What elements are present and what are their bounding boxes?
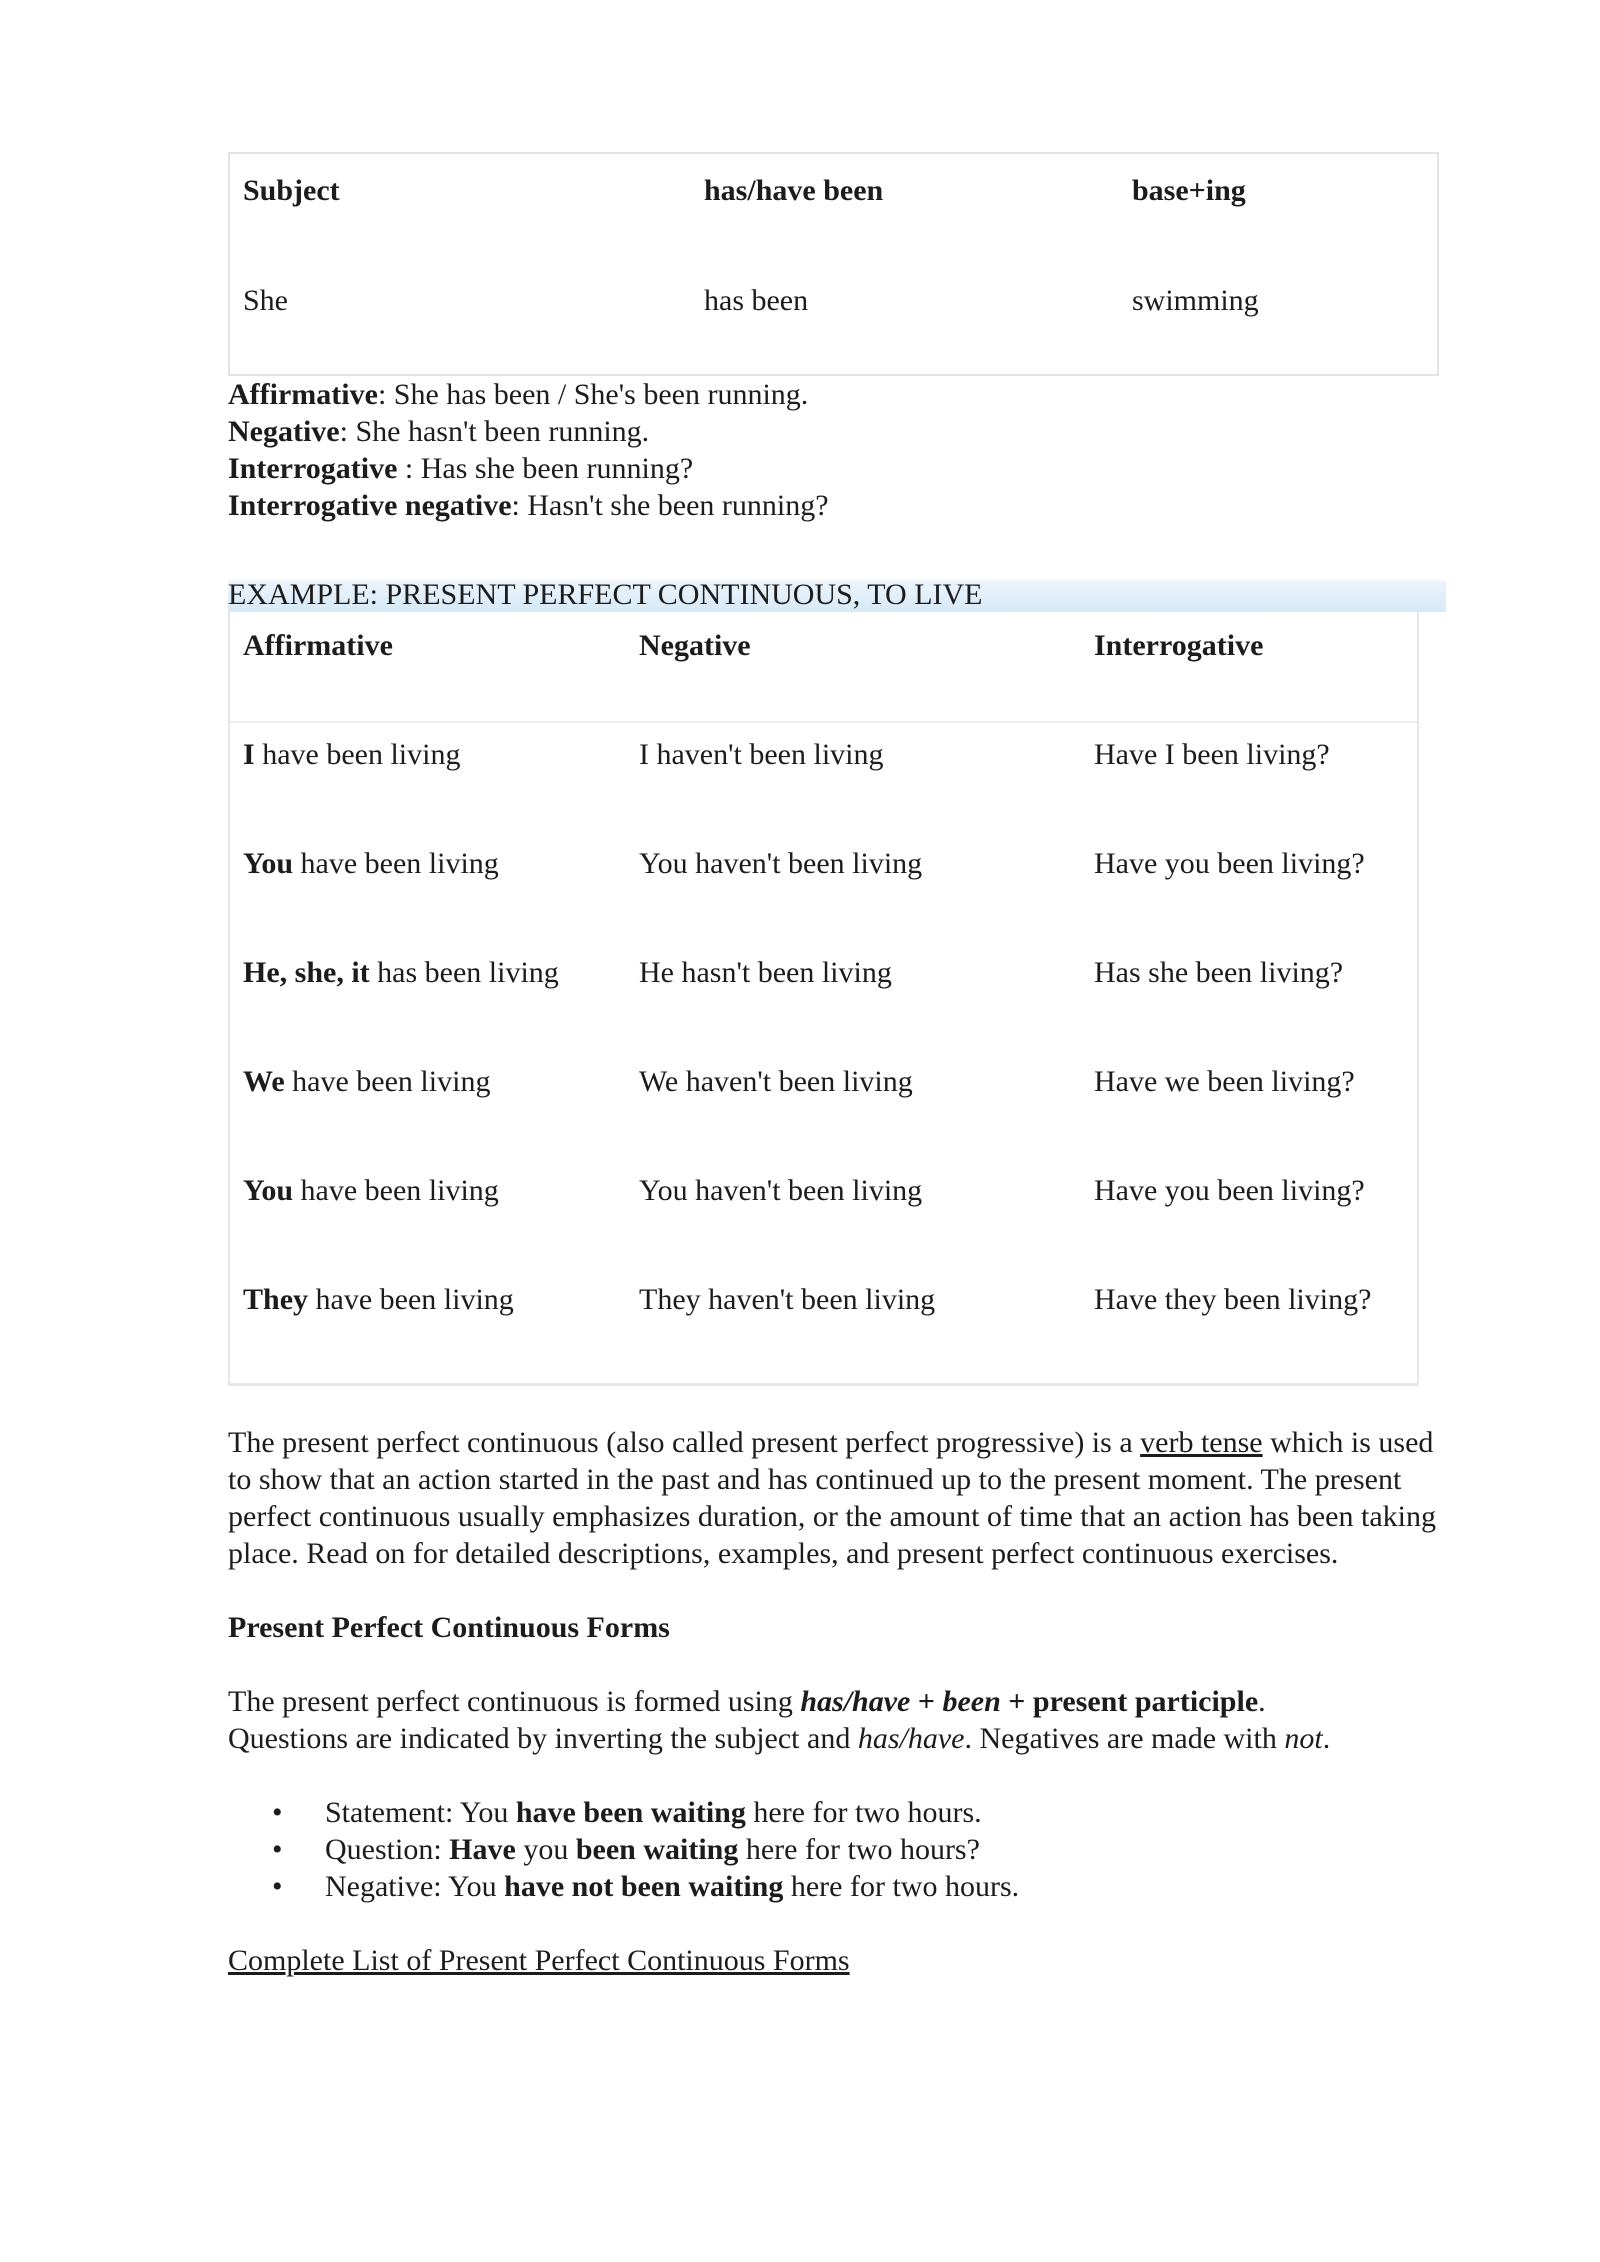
list-item xyxy=(228,1794,1443,1831)
header-interrogative: Interrogative xyxy=(1094,629,1264,662)
affirmative-cell xyxy=(243,1281,514,1318)
affirmative-cell xyxy=(243,1172,499,1209)
conjugation-table xyxy=(228,612,1419,1386)
negative-cell: You haven't been living xyxy=(639,1174,923,1207)
table-row xyxy=(230,1266,1417,1375)
subject: They xyxy=(243,1283,309,1316)
formation-text: . xyxy=(1322,1722,1331,1755)
subject: We xyxy=(243,1065,285,1098)
form-separator: : xyxy=(397,452,421,485)
formation-text: The present perfect continuous is formed using xyxy=(228,1685,801,1718)
intro-paragraph xyxy=(228,1424,1443,1572)
header-negative: Negative xyxy=(639,629,751,662)
form-label: Interrogative xyxy=(228,452,398,485)
table-header-subject: Subject xyxy=(243,174,340,207)
affirmative-verb: have been living xyxy=(254,738,461,771)
bullet-icon: • xyxy=(272,1870,283,1903)
interrogative-cell: Have you been living? xyxy=(1094,1174,1365,1207)
subject: You xyxy=(243,1174,294,1207)
formation-italic: has/have xyxy=(857,1722,965,1755)
bullet-text: here for two hours. xyxy=(783,1870,1020,1903)
document-page xyxy=(228,152,1443,1979)
formula-been: been xyxy=(942,1685,1001,1718)
header-affirmative: Affirmative xyxy=(243,629,393,662)
list-item xyxy=(228,1831,1443,1868)
subject: I xyxy=(243,738,255,771)
form-text: Hasn't she been running? xyxy=(527,489,829,522)
list-item xyxy=(228,1868,1443,1905)
affirmative-verb: have been living xyxy=(293,847,499,880)
table-row xyxy=(230,1048,1417,1157)
form-text: Has she been running? xyxy=(420,452,694,485)
negative-cell: You haven't been living xyxy=(639,847,923,880)
bullet-text: here for two hours. xyxy=(745,1796,982,1829)
affirmative-cell xyxy=(243,845,499,882)
table-row xyxy=(230,721,1417,830)
bullet-bold: been waiting xyxy=(575,1833,739,1866)
formula-has-have: has/have xyxy=(800,1685,911,1718)
form-text: She hasn't been running. xyxy=(355,415,650,448)
bullet-text: you xyxy=(515,1833,576,1866)
bullet-text: Statement: You xyxy=(325,1796,516,1829)
table-cell-auxiliary: has been xyxy=(704,284,809,317)
bullet-text: here for two hours? xyxy=(738,1833,980,1866)
examples-list xyxy=(228,1794,1443,1905)
table-header-row xyxy=(230,612,1417,723)
subject: He, she, it xyxy=(243,956,370,989)
form-label: Interrogative negative xyxy=(228,489,512,522)
affirmative-verb: have been living xyxy=(308,1283,514,1316)
forms-summary xyxy=(228,376,1443,524)
formation-text: . Negatives are made with xyxy=(964,1722,1285,1755)
example-title: EXAMPLE: PRESENT PERFECT CONTINUOUS, TO LIVE xyxy=(228,578,1446,612)
table-header-base-ing: base+ing xyxy=(1132,174,1246,207)
bullet-bold: have been waiting xyxy=(515,1796,746,1829)
table-header-has-have-been: has/have been xyxy=(704,174,884,207)
interrogative-cell: Have I been living? xyxy=(1094,738,1330,771)
interrogative-cell: Has she been living? xyxy=(1094,956,1344,989)
affirmative-verb: has been living xyxy=(369,956,559,989)
form-label: Affirmative xyxy=(228,378,378,411)
bullet-text: Question: xyxy=(325,1833,450,1866)
bullet-icon: • xyxy=(272,1796,283,1829)
affirmative-verb: have been living xyxy=(293,1174,499,1207)
subject: You xyxy=(243,847,294,880)
formation-paragraph xyxy=(228,1683,1443,1757)
section-title: Present Perfect Continuous Forms xyxy=(228,1611,670,1644)
bullet-bold: Have xyxy=(449,1833,516,1866)
verb-tense-link[interactable]: verb tense xyxy=(1140,1426,1263,1459)
form-separator: : xyxy=(339,415,356,448)
negative-cell: I haven't been living xyxy=(639,738,884,771)
table-row xyxy=(230,1157,1417,1266)
intro-text: which is used to show that an action started in the past and has continued up to the present moment. The present perfect continuous usually emphasizes duration, or the amount of time that an action has been taking place. Read on for detailed descriptions, examples, and present perfect continuous exercises. xyxy=(228,1426,1436,1570)
bullet-text: Negative: You xyxy=(325,1870,505,1903)
form-separator: : xyxy=(511,489,528,522)
affirmative-cell xyxy=(243,736,460,773)
affirmative-cell xyxy=(243,954,559,991)
structure-table xyxy=(228,152,1439,376)
table-cell-participle: swimming xyxy=(1132,284,1259,317)
affirmative-cell xyxy=(243,1063,490,1100)
form-line xyxy=(228,487,1443,524)
formation-italic: not xyxy=(1284,1722,1323,1755)
interrogative-cell: Have we been living? xyxy=(1094,1065,1355,1098)
bullet-bold: have not been waiting xyxy=(504,1870,784,1903)
formation-text: . xyxy=(1258,1685,1266,1718)
form-line xyxy=(228,450,1443,487)
negative-cell: He hasn't been living xyxy=(639,956,892,989)
negative-cell: We haven't been living xyxy=(639,1065,913,1098)
bullet-icon: • xyxy=(272,1833,283,1866)
formula-plus: + xyxy=(910,1685,943,1718)
form-text: She has been / She's been running. xyxy=(393,378,809,411)
formation-text: Questions are indicated by inverting the subject and xyxy=(228,1722,858,1755)
intro-text: The present perfect continuous (also called present perfect progressive) is a xyxy=(228,1426,1141,1459)
table-cell-subject: She xyxy=(243,284,288,317)
table-row xyxy=(230,939,1417,1048)
interrogative-cell: Have they been living? xyxy=(1094,1283,1372,1316)
formula-participle: + present participle xyxy=(1000,1685,1259,1718)
interrogative-cell: Have you been living? xyxy=(1094,847,1365,880)
affirmative-verb: have been living xyxy=(284,1065,491,1098)
table-row xyxy=(230,830,1417,939)
complete-list-link[interactable]: Complete List of Present Perfect Continuous Forms xyxy=(228,1944,850,1977)
form-line xyxy=(228,413,1443,450)
form-line xyxy=(228,376,1443,413)
negative-cell: They haven't been living xyxy=(639,1283,936,1316)
form-separator: : xyxy=(377,378,394,411)
form-label: Negative xyxy=(228,415,340,448)
